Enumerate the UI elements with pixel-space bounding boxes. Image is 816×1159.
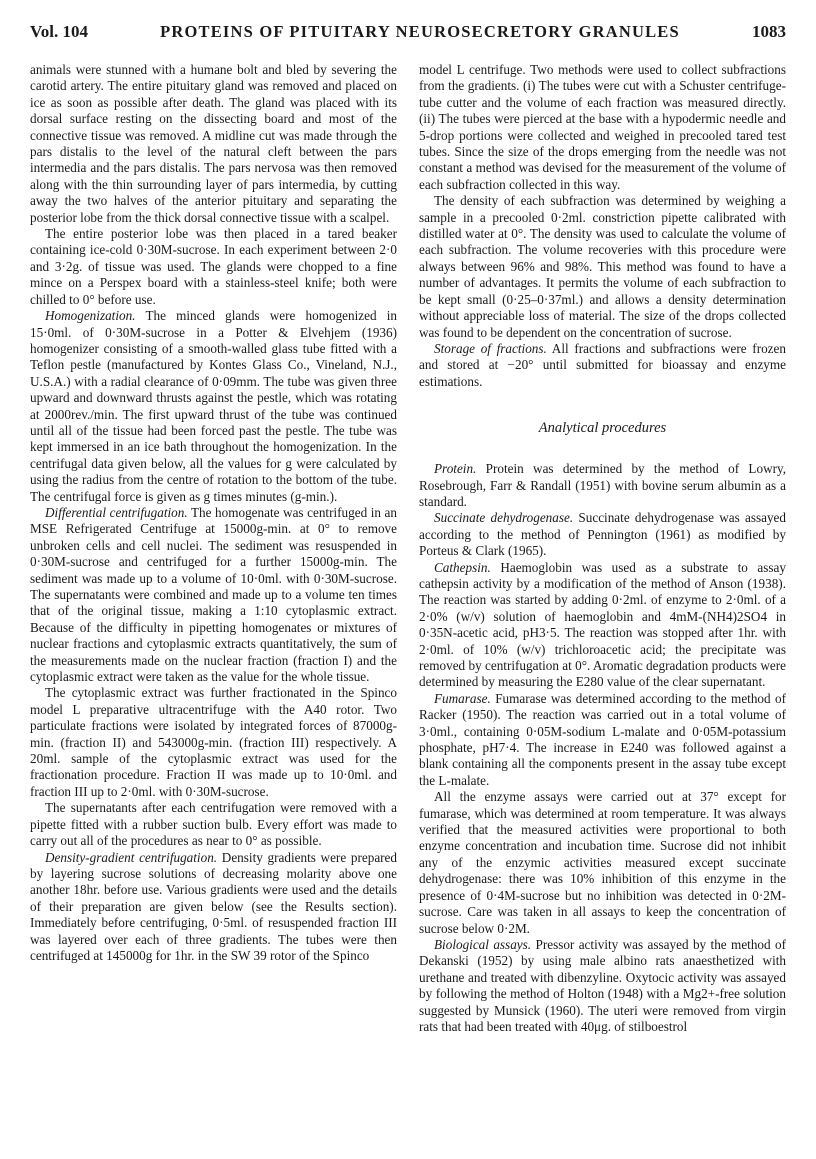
paragraph [419,461,786,510]
paragraph-body: The homogenate was centrifuged in an MSE Refrigerated Centrifuge at 15000g-min. at 0° to remove unbroken cells and cell nuclei. The sediment was resuspended in 0·30M-sucrose and centrifuged for a further 15000g-min. The sediment was made up to a volume of 10·0ml. with 0·30M-sucrose. The supernatants were combined and made up to a volume ten times that of the original tissue, making a 1:10 cytoplasmic extract. Because of the difficulty in pipetting homogenates or mixtures of nuclear fractions and cytoplasmic extracts quantitatively, the sum of the measurements made on the nuclear fraction (fraction I) and the cytoplasmic extract were taken as the value for the whole tissue. [30,504,398,685]
paragraph: model L centrifuge. Two methods were used to collect subfractions from the gradients. (i) The tubes were cut with a Schuster centrifuge-tube cutter and the volume of each fraction was measured directly. (ii) The tubes were pierced at the base with a hypodermic needle and 5-drop portions were collected and weighed in precooled tared test tubes. Since the size of the drops emerging from the needle was not constant a method was devised for the measurement of the volume of each subfraction collected in this way. [419,62,786,192]
paragraph-body: Fumarase was determined according to the method of Racker (1950). The reaction was carried out in a total volume of 3·0ml., containing 0·05M-sodium L-malate and 0·05M-potassium phosphate, pH7·4. The increase in E240 was followed against a blank containing all the components present in the assay tube except the L-malate. [419,690,786,788]
volume-label: Vol. 104 [30,22,88,41]
paragraph: The entire posterior lobe was then placed in a tared beaker containing ice-cold 0·30M-sucrose. In each experiment between 2·0 and 3·2g. of tissue was used. The glands were chopped to a fine mince on a Perspex board with a stainless-steel knife; both were chilled to 0° before use. [30,226,397,307]
paragraph: animals were stunned with a humane bolt and bled by severing the carotid artery. The entire pituitary gland was removed and placed on ice as soon as possible after death. The gland was placed with its dorsal surface resting on the dissecting board and most of the connective tissue was removed. A midline cut was made through the pars distalis to the level of the natural cleft between the pars intermedia and the pars distalis. The pars nervosa was then removed along with the thin surrounding layer of pars intermedia, by cutting away the two halves of the anterior pituitary and separating the posterior lobe from the thick dorsal connective tissue with a scalpel. [30,62,397,225]
paragraph [30,505,397,685]
paragraph: The density of each subfraction was determined by weighing a sample in a precooled 0·2ml. constriction pipette calibrated with distilled water at 0°. The density was used to calculate the volume of each subfraction. The volume recoveries with this procedure were always between 96% and 98%. This method was found to have a number of advantages. It permits the volume of each subfraction to be kept small (0·25–0·37ml.) and allows a density determination without appreciable loss of material. The size of the drops collected was found to be dependent on the concentration of sucrose. [419,193,786,340]
paragraph-lead-in: Biological assays. [434,936,532,952]
paragraph-lead-in: Cathepsin. [434,559,491,575]
paragraph [419,510,786,559]
paragraph-body: Protein was determined by the method of Lowry, Rosebrough, Farr & Randall (1951) with bovine serum albumin as a standard. [419,461,787,509]
paragraph-body: All fractions and subfractions were frozen and stored at −20° until submitted for bioassay and enzyme estimations. [419,340,786,389]
paragraph-lead-in: Fumarase. [434,690,491,706]
running-header [30,22,786,62]
paragraph [419,341,786,390]
paragraph: The cytoplasmic extract was further fractionated in the Spinco model L preparative ultracentrifuge with the A40 rotor. Two particulate fractions were isolated by integrated forces of 87000g-min. (fraction II) and 543000g-min. (fraction III) respectively. A 20ml. sample of the cytoplasmic extract was used for the fractionation procedure. Fraction II was made up to 10·0ml. and fraction III up to 2·0ml. with 0·30M-sucrose. [30,685,397,799]
paragraph-body: Succinate dehydrogenase was assayed according to the method of Pennington (1961) as modified by Porteus & Clark (1965). [419,510,787,559]
paragraph: All the enzyme assays were carried out at 37° except for fumarase, which was determined at room temperature. It was always verified that the measured activities were proportional to both enzyme concentration and incubation time. Sucrose did not inhibit any of the enzymic activities measured except succinate dehydrogenase: there was 10% inhibition of this enzyme in the presence of 0·4M-sucrose but no inhibition was detected in 0·2M-sucrose. Care was taken in all assays to keep the concentration of sucrose below 0·2M. [419,789,786,936]
paragraph-body: Pressor activity was assayed by the method of Dekanski (1952) by using male albino rats anaesthetized with urethane and treated with dibenzyline. Oxytocic activity was assayed by following the method of Holton (1948) with a Mg2+-free solution suggested by Munsick (1960). The uteri were removed from virgin rats that had been treated with 40μg. of stilboestrol [419,936,786,1034]
paragraph-body: Haemoglobin was used as a substrate to assay cathepsin activity by a modification of the method of Anson (1938). The reaction was started by adding 0·2ml. of enzyme to 2·0ml. of a 2·0% (w/v) solution of haemoglobin and 4mM-(NH4)2SO4 in 0·35N-acetic acid, pH3·5. The reaction was stopped after 1hr. with 2·0ml. of 10% (w/v) trichloroacetic acid; the precipitate was removed by centrifugation at 0°. Aromatic degradation products were determined by measuring the E280 value of the clear supernatant. [419,559,786,690]
left-column [30,62,397,1035]
paragraph [30,850,397,965]
page-number: 1083 [751,22,786,41]
paragraph-body: The minced glands were homogenized in 15·0ml. of 0·30M-sucrose in a Potter & Elvehjem (1936) homogenizer consisting of a smooth-walled glass tube fitted with a Teflon pestle (manufactured by Kontes Glass Co., Vineland, N.J., U.S.A.) with a radial clearance of 0·09mm. The tube was given three upward and downward thrusts against the pestle, which was rotating at 2000rev./min. The first upward thrust of the tube was continued until all of the tissue had been forced past the pestle. The tube was kept immersed in an ice bath throughout the homogenization. In the centrifugal data given below, all the values for g were calculated by using the radius from the centre of rotation to the bottom of the tube. The centrifugal force is given as g times minutes (g-min.). [30,308,398,504]
paragraph [30,308,397,505]
running-title: PROTEINS OF PITUITARY NEUROSECRETORY GRANULES [160,22,680,41]
paragraph-lead-in: Protein. [434,461,477,477]
two-column-body [30,62,786,1035]
paragraph: The supernatants after each centrifugation were removed with a pipette fitted with a rubber suction bulb. Every effort was made to carry out all of the procedures as near to 0° as possible. [30,800,397,849]
paragraph [419,560,786,691]
right-column [419,62,786,1035]
paragraph-lead-in: Succinate dehydrogenase. [434,510,574,526]
paragraph-body: Density gradients were prepared by layering sucrose solutions of decreasing molarity above one another 18hr. before use. Various gradients were used and the details of their preparation are given below (see the Results section). Immediately before centrifuging, 0·5ml. of resuspended fraction III was layered over each of three gradients. The tubes were then centrifuged at 145000g for 1hr. in the SW 39 rotor of the Spinco [30,849,398,963]
paragraph-lead-in: Density-gradient centrifugation. [45,849,218,865]
section-heading: Analytical procedures [538,420,667,437]
paragraph-lead-in: Homogenization. [45,308,136,324]
paragraph-lead-in: Differential centrifugation. [45,504,188,520]
paragraph-lead-in: Storage of fractions. [434,340,547,356]
paragraph [419,937,786,1035]
paragraph [419,691,786,789]
